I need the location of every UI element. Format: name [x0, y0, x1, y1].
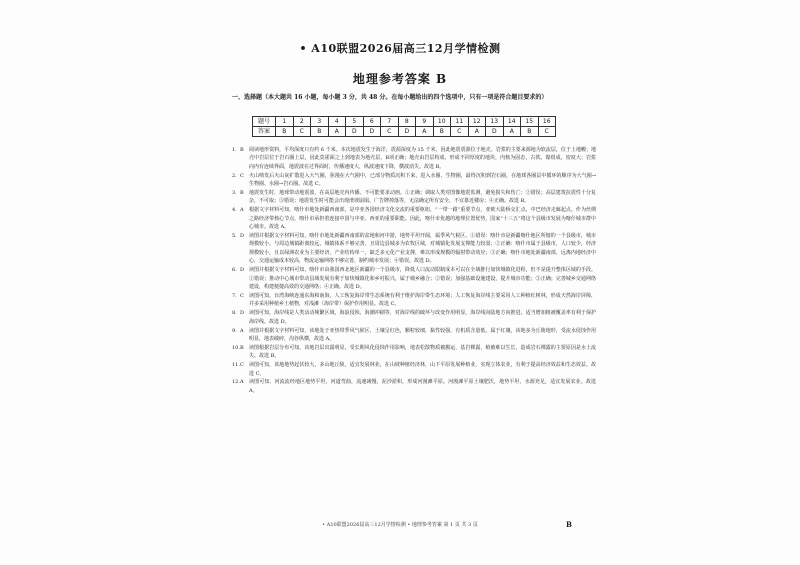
item-text: 读图可知，该地地势起伏较大，多山地丘陵，适宜发展林业，在山坡种植经济林，山下平原发展种植业，实现立体农业，有利于提高经济效益和生态效益。故选 C。	[249, 362, 596, 377]
row-label-answer: 答案	[253, 127, 276, 137]
item-choice: A	[240, 207, 244, 214]
table-cell: B	[521, 127, 539, 137]
item-choice: A	[240, 327, 244, 334]
item-text: 阅读地形资料，平均深度只有约 6 千米。本次地震发生于海洋，震源深度为 15 千米，因此地震震源位于地壳。岩浆的主要来源地为软流层，位于上地幔；地壳中岩层位于岩石圈上层，因此莫霍面之上到地表为地壳层，B项正确；地壳由岩层构成、形成不同厚度的地块，内核为固态，古铁、镍组成，密度大；岩浆向内有连续界面，地震波在过界面时，传播速度大，纵波速度下降，横波消失。故选 B。	[249, 147, 596, 170]
table-cell: 1	[276, 117, 294, 127]
item-choice: B	[240, 147, 244, 153]
item-text: 地震发生时，地球带动地震波，在高层地壳内传播。不可能要求动画。①正确；调取人类对图像地震监测，避免损失和伤亡；②错误；高层建筑抗震性十分复杂，不可取；③错误；地震发生时可能会出现滑坡崩塌、广告牌掉落等，无法确定所有安全，不宜靠近楼房；④正确。故选 B。	[249, 190, 596, 205]
page-footer: • A10联盟2026届高三12月学情检测 • 地理参考答案 第 1 页 共 3 页	[322, 522, 478, 528]
item-number: 8.	[232, 310, 237, 317]
page-subtitle: 地理参考答案 B	[352, 72, 448, 86]
explanation-item	[232, 344, 596, 361]
item-number: 10.	[232, 344, 240, 351]
table-cell: D	[398, 127, 416, 137]
explanation-item	[232, 172, 596, 189]
item-number: 3.	[232, 190, 237, 197]
item-text: 读图可知，海岸线是人类活动频繁区域，海浪侵蚀、海潮冲刷等，对海岸线的破坏与改变作用明显，海岸线向陆地方向推进。适当增加植被覆盖率有利于保护海岸线。故选 D。	[249, 310, 596, 325]
table-cell: 5	[346, 117, 364, 127]
table-cell: 15	[521, 117, 539, 127]
answer-table	[252, 116, 556, 137]
table-cell: C	[451, 127, 469, 137]
table-cell: B	[311, 127, 329, 137]
item-text: 读图根据岩层分布可知，该地岩层出露明显，受长期风化侵蚀作用影响，地表松散物质被搬运，基岩裸露，植被难以生长，造成岩石裸露的主要原因是水土流失。故选 B。	[249, 344, 596, 360]
table-cell: 6	[363, 117, 381, 127]
table-cell: 12	[468, 117, 486, 127]
table-cell: 8	[398, 117, 416, 127]
explanation-item	[232, 361, 596, 378]
table-cell: A	[503, 127, 521, 137]
answer-row	[253, 127, 556, 137]
item-choice: C	[240, 362, 244, 369]
section-heading: 一、选择题（本大题共 16 小题，每小题 3 分，共 48 分。在每小题给出的四个选项中，只有一项是符合题目要求的）	[232, 94, 548, 101]
table-cell: 11	[451, 117, 469, 127]
item-number: 12.	[232, 379, 240, 386]
explanation-item	[232, 266, 596, 291]
table-cell: C	[293, 127, 311, 137]
item-number: 4.	[232, 207, 237, 214]
table-cell: 10	[433, 117, 451, 127]
table-cell: 16	[538, 117, 556, 127]
table-cell: 7	[381, 117, 399, 127]
table-cell: 3	[311, 117, 329, 127]
item-text: 读图可知，河流流经地区地势平坦，河道弯曲，流速减慢，泥沙淤积，形成河漫滩平原。河漫滩平原土壤肥沃，地势平坦，水源充足，适宜发展农业。故选 A。	[249, 379, 596, 394]
explanation-item	[232, 292, 596, 309]
item-choice: D	[240, 233, 245, 240]
item-choice: B	[240, 344, 244, 351]
item-number: 11.	[232, 362, 240, 369]
item-number: 6.	[232, 267, 237, 274]
item-choice: C	[240, 292, 244, 299]
table-cell: B	[433, 127, 451, 137]
table-cell: A	[328, 127, 346, 137]
table-cell: D	[363, 127, 381, 137]
explanation-item	[232, 206, 596, 231]
item-choice: A	[240, 379, 244, 386]
table-cell: D	[486, 127, 504, 137]
explanation-item	[232, 146, 596, 171]
explanation-item	[232, 189, 596, 206]
table-cell: 13	[486, 117, 504, 127]
item-choice: B	[240, 190, 244, 197]
item-number: 1.	[232, 147, 237, 153]
explanation-item	[232, 232, 596, 266]
item-number: 5.	[232, 233, 237, 240]
row-label-number: 题号	[253, 117, 276, 127]
exam-title: • A10联盟2026届高三12月学情检测	[299, 42, 501, 55]
table-cell: A	[468, 127, 486, 137]
item-choice: D	[240, 267, 245, 274]
table-cell: 9	[416, 117, 434, 127]
table-cell: A	[416, 127, 434, 137]
item-text: 读图并根据文字材料可知，喀什市由我国西北地区新疆的一个县级市，降低人口流动限制成本可以在全域推行加快城镇化进程，但不是提升整体区域的手段。①错误；推动中心城市带动县域发展有利于加快城镇化和乡村振兴，属于城乡融合；②错误；加强基础设施建设，提升城市功能；③正确；完善城乡交通网络建设，构建便捷高效的交通网络；④正确。故选 D。	[249, 267, 596, 290]
explanation-item	[232, 378, 596, 395]
table-cell: C	[538, 127, 556, 137]
explanation-item	[232, 327, 596, 344]
item-number: 2.	[232, 172, 237, 179]
item-text: 读图可知，台湾海峡连通东海和南海，人工恢复海岸带生态系统有利于维护海岸带生态环境；人工恢复海岸线主要采用人工种植红树林，形成天然海岸屏障，并多采用种植乡土植物，对浅滩（海岸带）保护作用明显。故选 C。	[249, 292, 596, 308]
item-text: 根据文字材料可知，喀什市地处新疆西南部，是中亚各国经济文化交流的重要枢纽，“一带一路”重要节点，亚欧大陆桥交汇点、中巴经济走廊起点。作为丝绸之路经济带核心节点，喀什市承担着连接中国与中亚、西亚的重要职能。因此，喀什市优越的地理位置优势，国家“十三五”将这个县级市发展为喀什城市群中心城市。故选 A。	[249, 207, 596, 231]
version-letter: B	[566, 520, 572, 529]
item-choice: D	[240, 310, 245, 317]
item-text: 读图并根据文字材料可知，该地处于亚热带季风气候区，土壤呈红色，颗粒较细，黏性较强，有机质含量低，属于红壤，该地多为丘陵地形，受流水侵蚀作用明显，地表破碎，沟谷纵横，故选 A。	[249, 327, 596, 342]
item-number: 7.	[232, 292, 237, 299]
table-cell: 14	[503, 117, 521, 127]
explanation-item	[232, 309, 596, 326]
answer-explanations	[232, 146, 596, 396]
question-number-row	[253, 117, 556, 127]
table-cell: D	[346, 127, 364, 137]
table-cell: C	[381, 127, 399, 137]
item-number: 9.	[232, 327, 237, 334]
item-text: 火山喷发后火山灰扩散进入大气圈，弥漫在大气圈中，已部分物质沉积下来，进入水圈、生物圈，最终沉积到岩石圈，在地球各圈层中循环的顺序为大气圈→生物圈、水圈→岩石圈。故选 C。	[249, 172, 596, 188]
table-cell: 4	[328, 117, 346, 127]
item-choice: C	[240, 172, 244, 179]
item-text: 读图并根据文字材料可知，喀什市地处新疆西南部的盆地和河中游，地势平坦开阔，属季风气候区。①错误：喀什市是新疆喀什地区所辖的一个县级市，城市规模较小，与周边城镇距离较远，城镇体系不够完善，且周边县城多为农牧区域，对城镇化发展支撑能力较弱；②正确：喀什市属于县级市，人口较少，经济规模较小，且以绿洲农业为主要经济，产业结构单一，缺乏多元化产业支撑，难以形成规模的辐射带动效应；③正确；喀什市地处新疆南部，远离内地经济中心，交通运输成本较高，物流运输网络不够完善，制约城市发展；④错误。故选 D。	[249, 233, 596, 265]
table-cell: 2	[293, 117, 311, 127]
table-cell: B	[276, 127, 294, 137]
